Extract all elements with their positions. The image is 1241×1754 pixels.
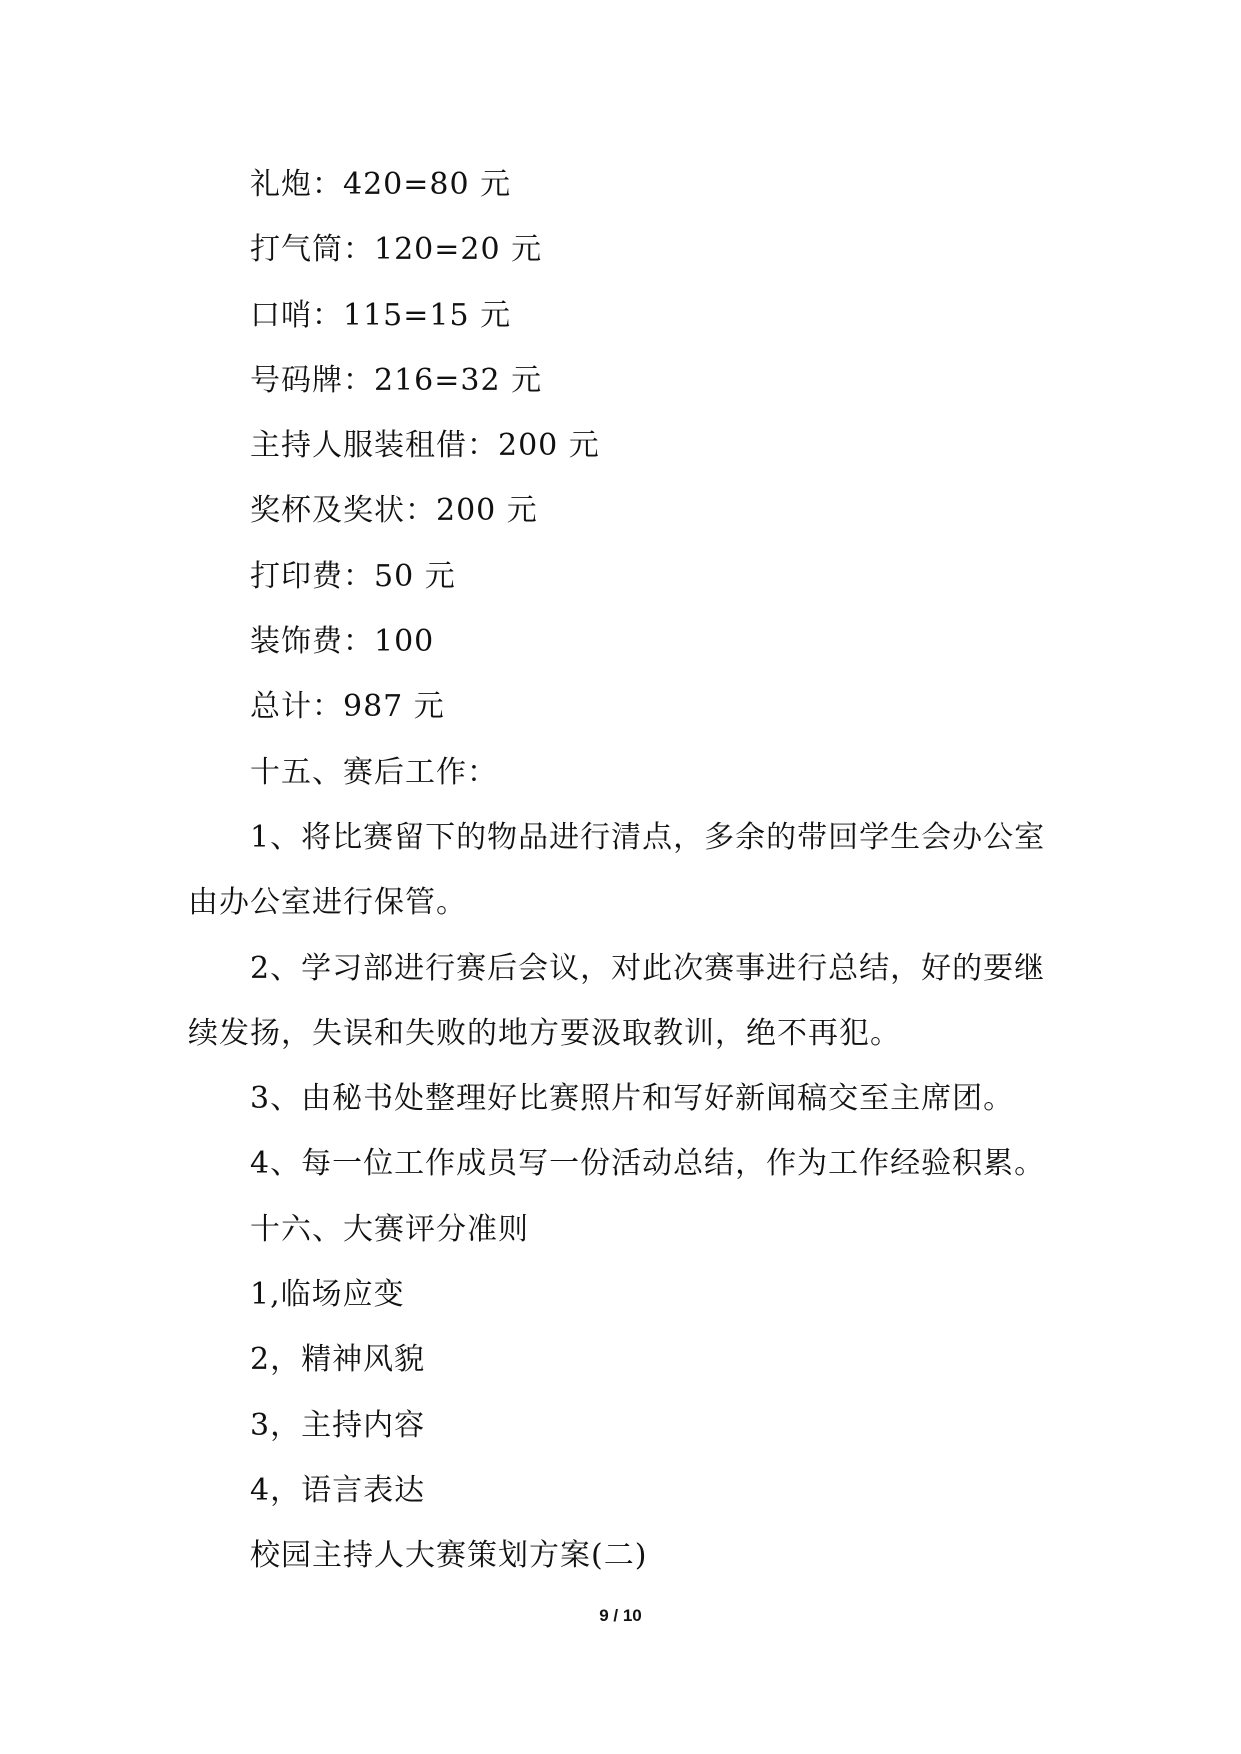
document-subtitle: 校园主持人大赛策划方案(二)	[250, 1538, 648, 1574]
list-item: 1,临场应变	[250, 1277, 405, 1313]
text-line: 口哨：115=15 元	[250, 297, 512, 333]
section-heading: 十五、赛后工作：	[250, 754, 498, 790]
text-line: 2、学习部进行赛后会议，对此次赛事进行总结，好的要继	[250, 950, 1046, 986]
text-line: 奖杯及奖状：200 元	[250, 493, 538, 529]
text-line: 打印费：50 元	[250, 558, 456, 594]
text-line: 4、每一位工作成员写一份活动总结，作为工作经验积累。	[250, 1146, 1046, 1182]
page-number: 9 / 10	[599, 1606, 642, 1625]
text-line: 总计：987 元	[250, 689, 445, 725]
text-line: 打气筒：120=20 元	[250, 232, 543, 268]
text-line: 由办公室进行保管。	[188, 885, 467, 921]
list-item: 3，主持内容	[250, 1407, 426, 1443]
section-heading: 十六、大赛评分准则	[250, 1211, 529, 1247]
text-line: 主持人服装租借：200 元	[250, 428, 600, 464]
text-line: 续发扬，失误和失败的地方要汲取教训，绝不再犯。	[188, 1015, 901, 1051]
text-line: 礼炮：420=80 元	[250, 167, 512, 202]
text-line: 装饰费：100	[250, 624, 435, 660]
text-line: 号码牌：216=32 元	[250, 362, 543, 398]
list-item: 2，精神风貌	[250, 1342, 426, 1378]
text-line: 1、将比赛留下的物品进行清点，多余的带回学生会办公室	[250, 819, 1046, 855]
text-line: 3、由秘书处整理好比赛照片和写好新闻稿交至主席团。	[250, 1081, 1015, 1117]
document-body	[188, 152, 1068, 1589]
list-item: 4，语言表达	[250, 1472, 426, 1508]
